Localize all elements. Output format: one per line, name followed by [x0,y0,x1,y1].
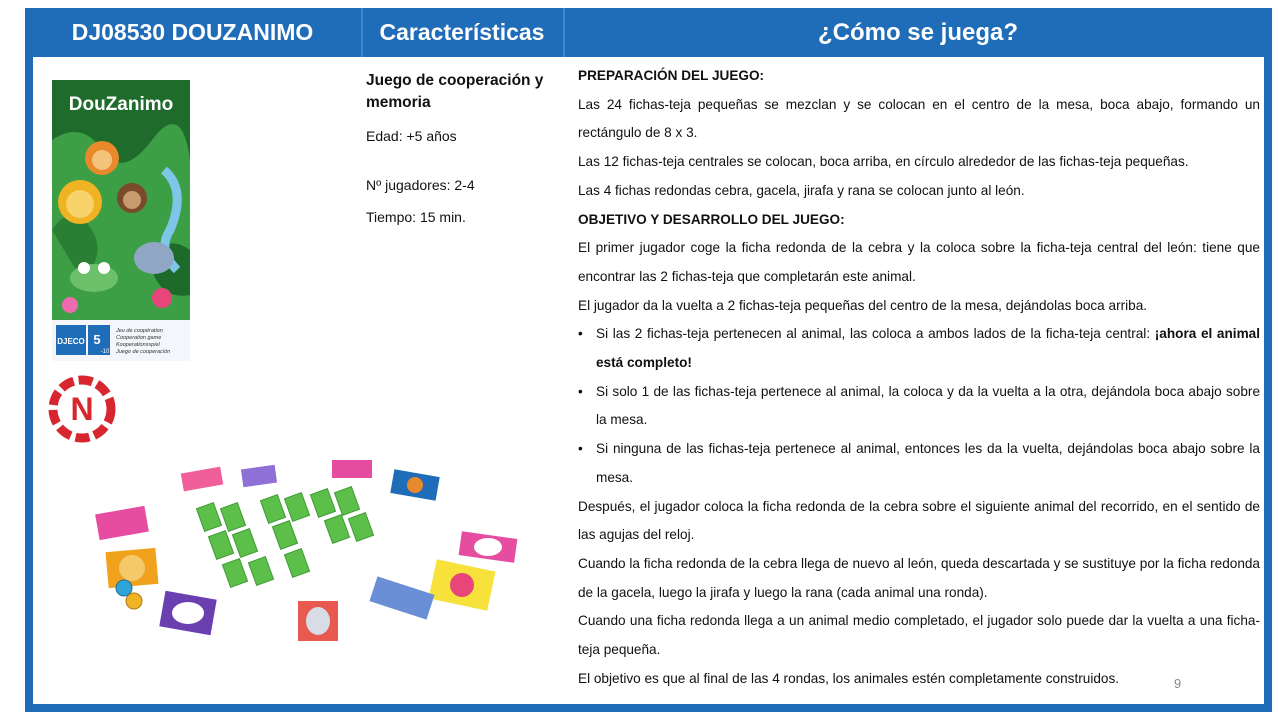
header-product-code: DJ08530 DOUZANIMO [71,19,314,45]
rules-paragraph: El jugador da la vuelta a 2 fichas-teja pequeñas del centro de la mesa, dejándolas boca arriba. [578,297,1148,313]
rules-bullet-list [578,320,1260,492]
rules-paragraph: Cuando la ficha redonda de la cebra llega de nuevo al león, queda descartada y se sustituye por la ficha redonda de la gacela, luego la jirafa y luego la rana (cada animal una ronda). [578,555,1260,600]
logo-letter: N [70,391,94,427]
box-line: Kooperationsspiel [116,342,160,348]
box-title: DouZanimo [68,94,174,115]
header-features: Características [379,19,545,45]
brand-logo-icon [46,373,118,445]
small-tiles [196,487,373,588]
animal-tiles [95,460,517,641]
box-age-max: -10 [100,349,110,355]
rules-paragraph: Las 4 fichas redondas cebra, gacela, jirafa y rana se colocan junto al león. [578,182,1025,198]
objective-heading: OBJETIVO Y DESARROLLO DEL JUEGO: [578,211,845,227]
rules-paragraph: Cuando una ficha redonda llega a un animal medio completado, el jugador solo puede dar la vuelta a una ficha-teja pequeña. [578,613,1260,658]
box-line: Cooperation game [116,335,162,341]
game-box-image [52,80,190,361]
rules-paragraph: El primer jugador coge la ficha redonda de la cebra y la coloca sobre la ficha-teja central del león: tiene que encontrar las 2 fichas-teja que completarán este animal. [578,240,1260,284]
features-title: Juego de cooperación y memoria [366,72,544,111]
box-brand: DJECO [57,337,85,346]
bullet-text: Si las 2 fichas-teja pertenecen al animal, las coloca a ambos lados de la ficha-teja central: [596,326,1155,342]
features-age: Edad: +5 años [366,128,457,144]
rules-bullet: • Si ninguna de las fichas-teja pertenece al animal, entonces les da la vuelta, dejándolas boca abajo sobre la mesa. [578,435,1260,492]
box-age: 5 [93,332,101,347]
rules-paragraph: El objetivo es que al final de las 4 rondas, los animales estén completamente construidos. [578,670,1120,686]
rules-paragraph: Las 24 fichas-teja pequeñas se mezclan y se colocan en el centro de la mesa, boca abajo, formando un rectángulo de 8 x 3. [578,96,1260,141]
rules-column [578,62,1260,693]
game-components-image [92,455,542,650]
prep-heading: PREPARACIÓN DEL JUEGO: [578,68,765,83]
rules-paragraph: Las 12 fichas-teja centrales se colocan, boca arriba, en círculo alrededor de las fichas-teja pequeñas. [578,154,1189,170]
box-line: Jeu de coopération [116,328,163,334]
rules-paragraph: Después, el jugador coloca la ficha redonda de la cebra sobre el siguiente animal del recorrido, en el sentido de las agujas del reloj. [578,498,1260,543]
page-number: 9 [1174,676,1182,691]
box-line: Juego de cooperación [116,349,171,355]
rules-bullet: • Si solo 1 de las fichas-teja pertenece al animal, la coloca y da la vuelta a la otra, dejándola boca abajo sobre la mesa. [578,378,1260,435]
rules-bullet [578,320,1260,377]
header-how-to-play: ¿Cómo se juega? [817,18,1019,46]
features-time: Tiempo: 15 min. [366,209,466,225]
features-players: Nº jugadores: 2-4 [366,177,475,193]
bullet-emphasis: ¡ahora el animal está completo! [596,326,1260,371]
features-column [366,70,566,225]
